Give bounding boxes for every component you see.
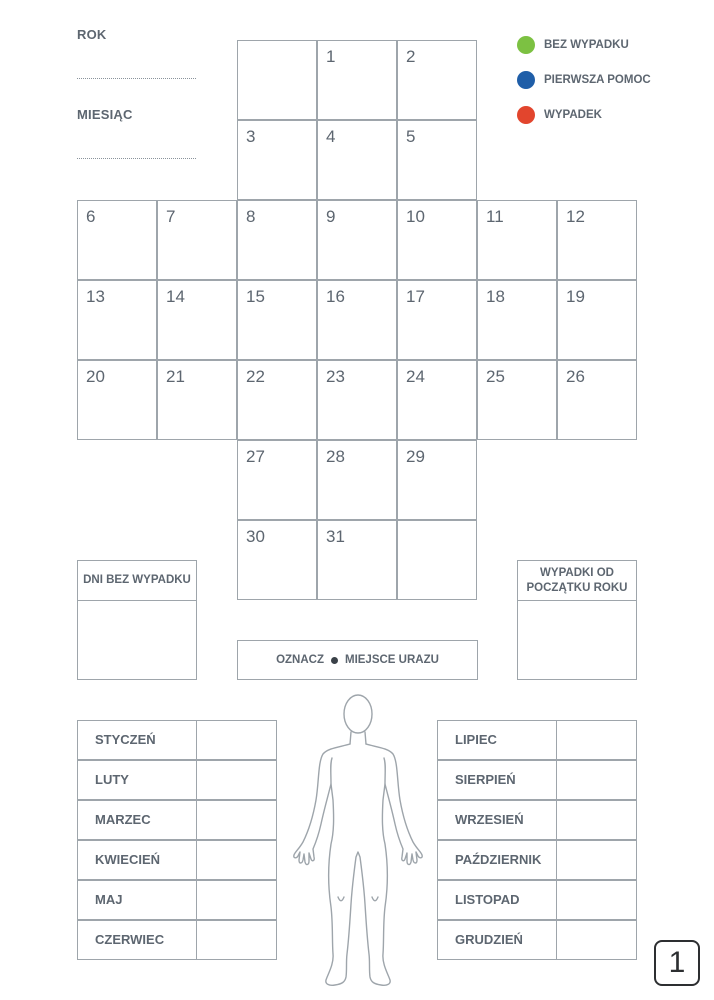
red-dot-icon xyxy=(517,106,535,124)
calendar-day-cell[interactable] xyxy=(557,280,637,360)
day-number: 1 xyxy=(326,47,336,66)
calendar-day-cell[interactable] xyxy=(157,280,237,360)
month-value-cell[interactable] xyxy=(556,720,637,760)
calendar-day-cell[interactable] xyxy=(397,40,477,120)
page-number-badge: 1 xyxy=(654,940,700,986)
month-value-cell[interactable] xyxy=(556,840,637,880)
month-row xyxy=(437,720,637,760)
calendar-day-cell[interactable] xyxy=(317,440,397,520)
calendar-day-cell[interactable] xyxy=(317,40,397,120)
month-name: WRZESIEŃ xyxy=(437,800,557,840)
day-number: 21 xyxy=(166,367,185,386)
day-number: 29 xyxy=(406,447,425,466)
day-number: 12 xyxy=(566,207,585,226)
calendar-day-cell[interactable] xyxy=(237,440,317,520)
day-number: 27 xyxy=(246,447,265,466)
day-number: 13 xyxy=(86,287,105,306)
calendar-empty-cell[interactable] xyxy=(237,40,317,120)
month-name: PAŹDZIERNIK xyxy=(437,840,557,880)
day-number: 2 xyxy=(406,47,416,66)
day-number: 22 xyxy=(246,367,265,386)
blue-dot-icon xyxy=(517,71,535,89)
dot-icon xyxy=(331,657,338,664)
month-row xyxy=(77,720,277,760)
human-body-diagram[interactable] xyxy=(290,692,426,990)
calendar-day-cell[interactable] xyxy=(77,280,157,360)
month-row xyxy=(437,840,637,880)
calendar-day-cell[interactable] xyxy=(237,280,317,360)
calendar-day-cell[interactable] xyxy=(397,120,477,200)
calendar-day-cell[interactable] xyxy=(397,280,477,360)
day-number: 26 xyxy=(566,367,585,386)
legend-item-first-aid: PIERWSZA POMOC xyxy=(517,71,651,89)
month-name: LUTY xyxy=(77,760,197,800)
month-name: CZERWIEC xyxy=(77,920,197,960)
calendar-empty-cell[interactable] xyxy=(397,520,477,600)
calendar-day-cell[interactable] xyxy=(77,200,157,280)
day-number: 25 xyxy=(486,367,505,386)
month-row xyxy=(437,760,637,800)
month-row xyxy=(437,800,637,840)
day-number: 17 xyxy=(406,287,425,306)
day-number: 14 xyxy=(166,287,185,306)
day-number: 24 xyxy=(406,367,425,386)
calendar-day-cell[interactable] xyxy=(237,360,317,440)
calendar-day-cell[interactable] xyxy=(157,360,237,440)
calendar-day-cell[interactable] xyxy=(237,120,317,200)
month-value-cell[interactable] xyxy=(556,760,637,800)
calendar-day-cell[interactable] xyxy=(77,360,157,440)
day-number: 6 xyxy=(86,207,96,226)
day-number: 5 xyxy=(406,127,416,146)
legend-item-accident: WYPADEK xyxy=(517,106,602,124)
day-number: 23 xyxy=(326,367,345,386)
calendar-day-cell[interactable] xyxy=(237,200,317,280)
calendar-day-cell[interactable] xyxy=(397,200,477,280)
month-value-cell[interactable] xyxy=(196,800,277,840)
month-label: MIESIĄC xyxy=(77,107,133,122)
day-number: 15 xyxy=(246,287,265,306)
day-number: 9 xyxy=(326,207,336,226)
month-name: STYCZEŃ xyxy=(77,720,197,760)
day-number: 20 xyxy=(86,367,105,386)
accidents-since-year-start-label: WYPADKI OD POCZĄTKU ROKU xyxy=(518,561,636,601)
month-value-cell[interactable] xyxy=(556,920,637,960)
calendar-day-cell[interactable] xyxy=(477,280,557,360)
days-without-accident-label: DNI BEZ WYPADKU xyxy=(78,561,196,601)
day-number: 11 xyxy=(486,207,504,226)
calendar-day-cell[interactable] xyxy=(317,200,397,280)
month-value-cell[interactable] xyxy=(556,880,637,920)
calendar-day-cell[interactable] xyxy=(397,440,477,520)
calendar-day-cell[interactable] xyxy=(237,520,317,600)
month-name: KWIECIEŃ xyxy=(77,840,197,880)
month-value-cell[interactable] xyxy=(556,800,637,840)
month-row xyxy=(77,920,277,960)
month-row xyxy=(77,760,277,800)
day-number: 3 xyxy=(246,127,256,146)
calendar-day-cell[interactable] xyxy=(557,360,637,440)
calendar-day-cell[interactable] xyxy=(317,280,397,360)
day-number: 4 xyxy=(326,127,336,146)
month-value-cell[interactable] xyxy=(196,920,277,960)
calendar-day-cell[interactable] xyxy=(317,520,397,600)
calendar-day-cell[interactable] xyxy=(397,360,477,440)
legend-item-no-accident: BEZ WYPADKU xyxy=(517,36,629,54)
calendar-day-cell[interactable] xyxy=(157,200,237,280)
day-number: 7 xyxy=(166,207,176,226)
month-row xyxy=(77,800,277,840)
day-number: 10 xyxy=(406,207,425,226)
month-name: LIPIEC xyxy=(437,720,557,760)
calendar-day-cell[interactable] xyxy=(317,360,397,440)
month-input-line[interactable] xyxy=(77,158,196,159)
month-name: LISTOPAD xyxy=(437,880,557,920)
day-number: 31 xyxy=(326,527,345,546)
day-number: 30 xyxy=(246,527,265,546)
year-input-line[interactable] xyxy=(77,78,196,79)
month-row xyxy=(437,920,637,960)
day-number: 18 xyxy=(486,287,505,306)
month-name: GRUDZIEŃ xyxy=(437,920,557,960)
month-value-cell[interactable] xyxy=(196,840,277,880)
day-number: 8 xyxy=(246,207,256,226)
green-dot-icon xyxy=(517,36,535,54)
day-number: 28 xyxy=(326,447,345,466)
month-name: SIERPIEŃ xyxy=(437,760,557,800)
accidents-since-year-start-box xyxy=(517,560,637,680)
calendar-day-cell[interactable] xyxy=(557,200,637,280)
month-row xyxy=(77,880,277,920)
month-name: MARZEC xyxy=(77,800,197,840)
month-value-cell[interactable] xyxy=(196,880,277,920)
calendar-day-cell[interactable] xyxy=(477,200,557,280)
year-label: ROK xyxy=(77,27,107,42)
month-row xyxy=(77,840,277,880)
mark-injury-label: OZNACZ MIEJSCE URAZU xyxy=(237,640,478,680)
calendar-day-cell[interactable] xyxy=(477,360,557,440)
calendar-day-cell[interactable] xyxy=(317,120,397,200)
month-value-cell[interactable] xyxy=(196,720,277,760)
month-name: MAJ xyxy=(77,880,197,920)
day-number: 16 xyxy=(326,287,345,306)
month-row xyxy=(437,880,637,920)
month-value-cell[interactable] xyxy=(196,760,277,800)
day-number: 19 xyxy=(566,287,585,306)
days-without-accident-box xyxy=(77,560,197,680)
